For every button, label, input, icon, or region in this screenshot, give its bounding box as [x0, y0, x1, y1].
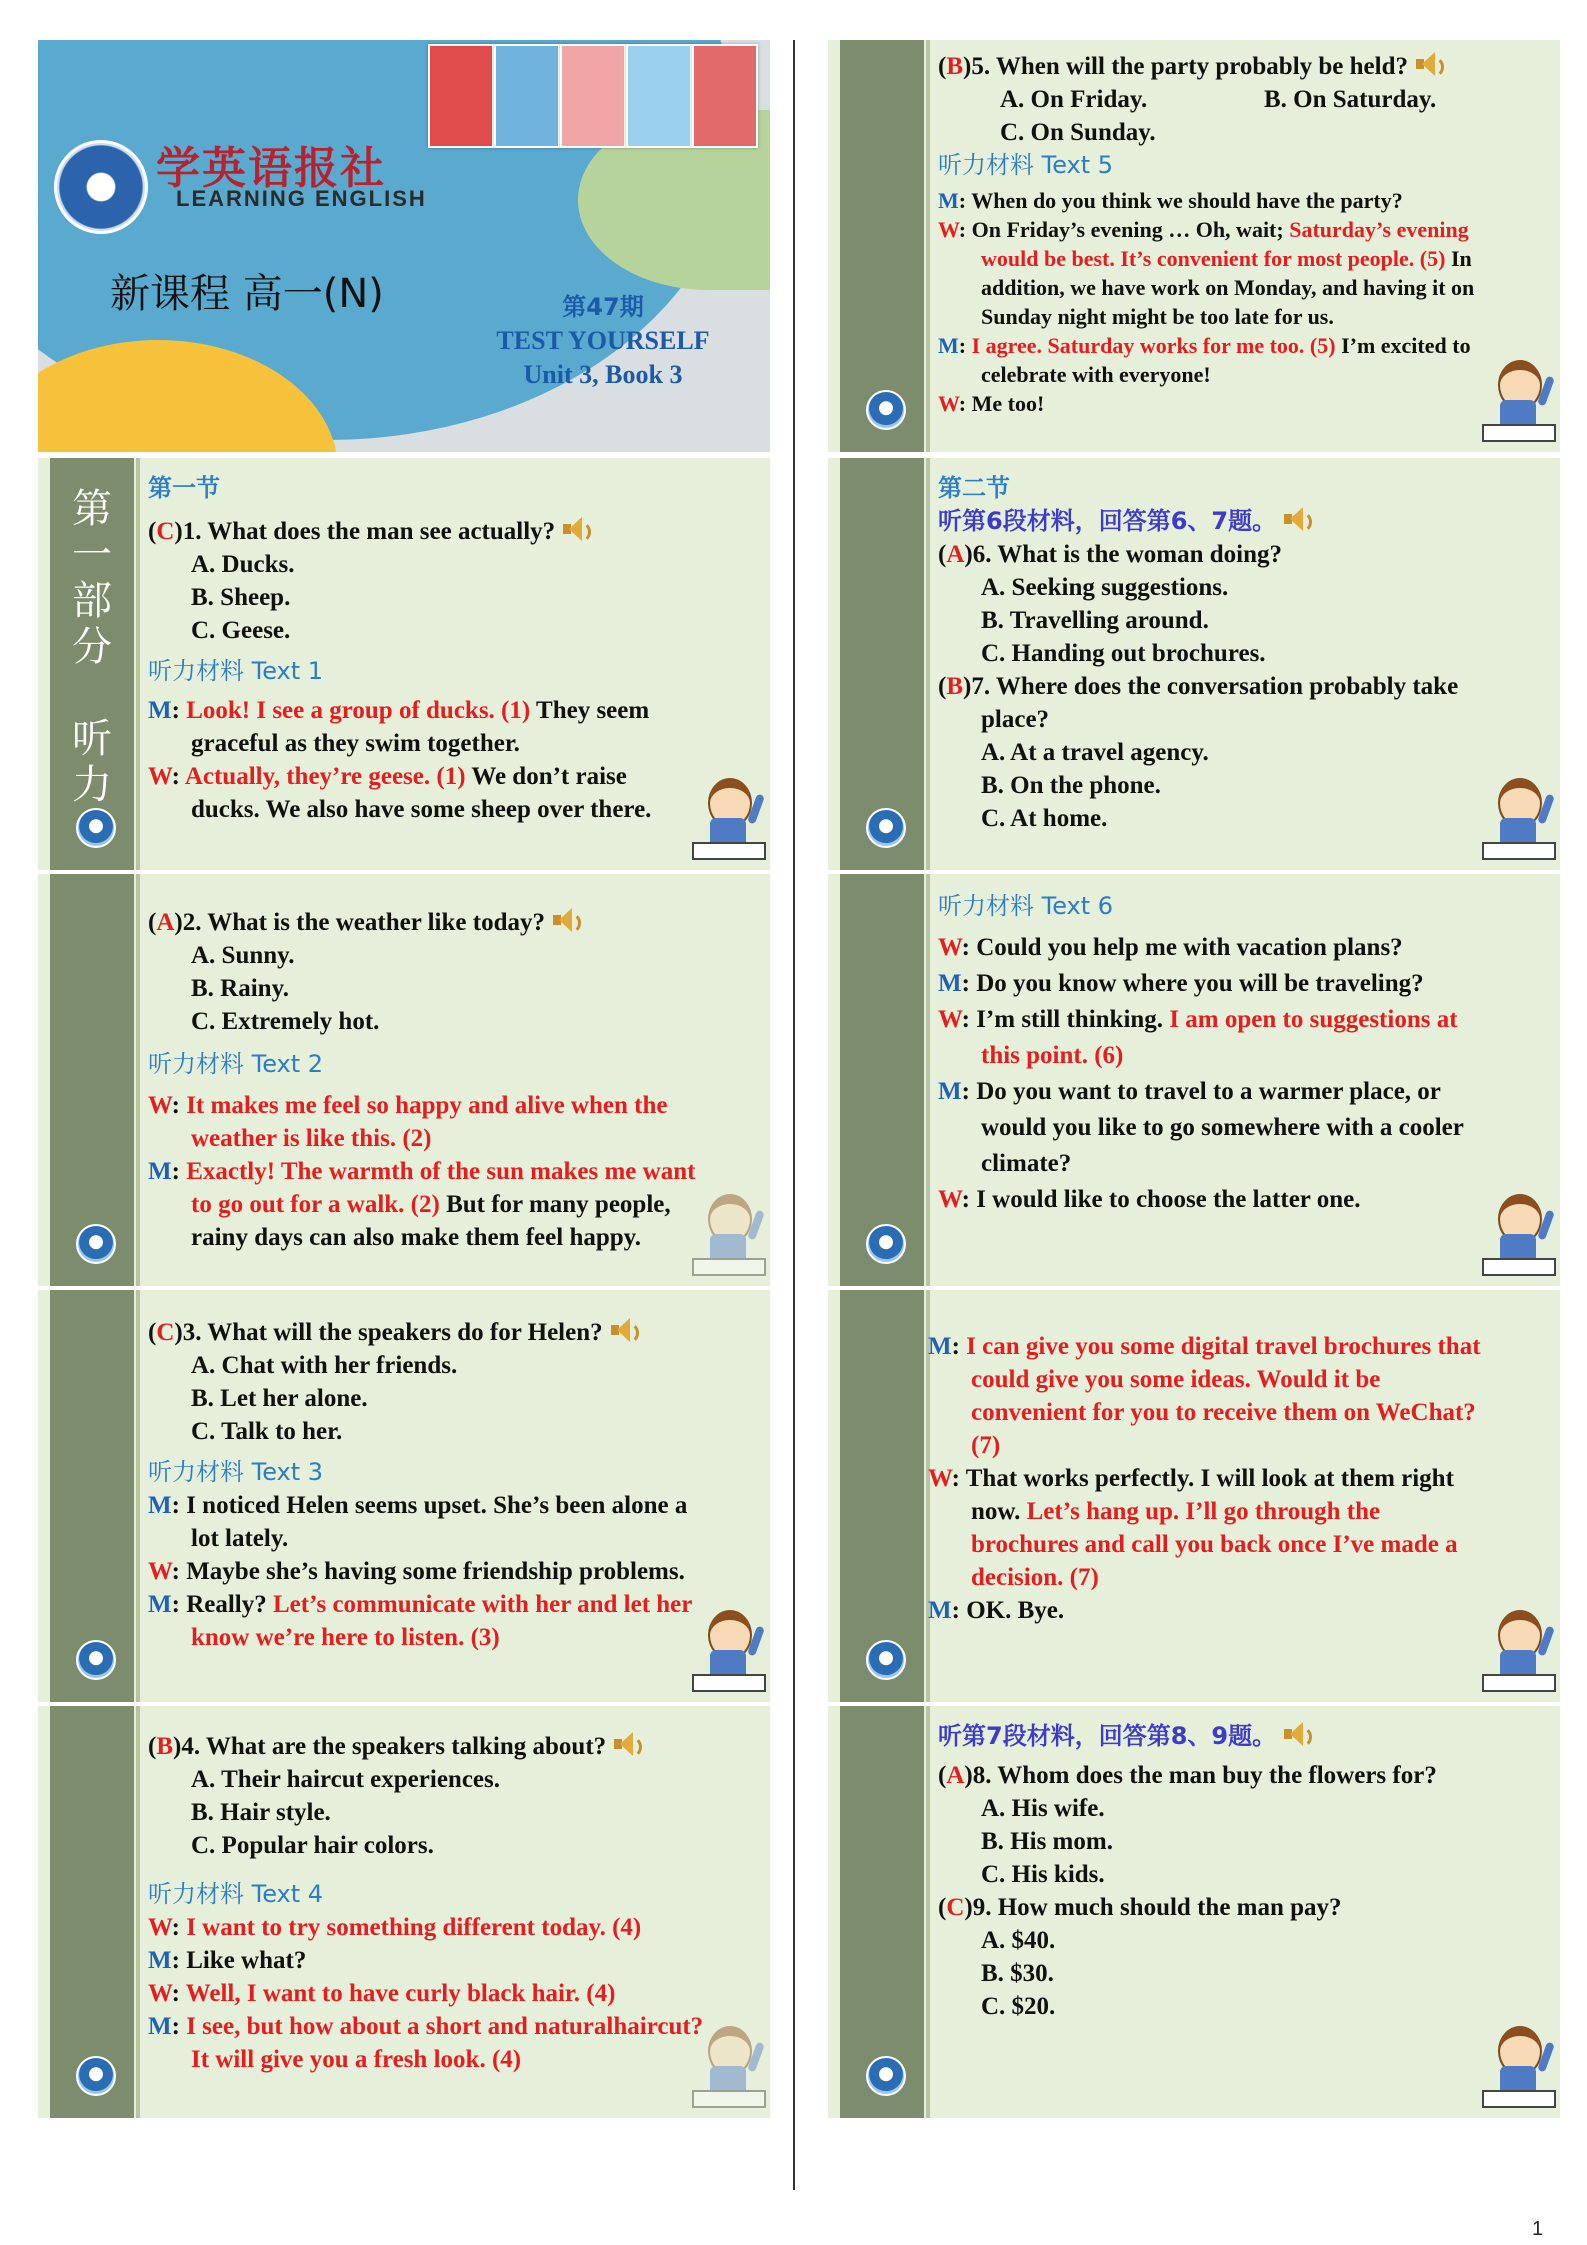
option: B. On the phone. — [981, 772, 1161, 799]
transcript-line: W: Well, I want to have curly black hair. (4) — [148, 1980, 616, 2007]
option: B. Travelling around. — [981, 607, 1209, 634]
option: C. At home. — [981, 805, 1108, 832]
student-illustration — [1482, 2022, 1552, 2108]
brand-name-en: LEARNING ENGLISH — [176, 186, 427, 211]
instruction: 听第7段材料，回答第8、9题。 — [938, 1720, 1550, 1753]
transcript-line: M: Exactly! The warmth of the sun makes me want — [148, 1158, 696, 1185]
option: A. His wife. — [981, 1795, 1105, 1822]
magazine-thumbnail — [560, 44, 626, 148]
student-illustration — [1482, 1606, 1552, 1692]
logo-icon — [76, 1640, 116, 1680]
option: C. Popular hair colors. — [191, 1832, 434, 1859]
slide-q6-q7: 第二节 听第6段材料，回答第6、7题。 (A)6. What is the woman doing? A. Seeking suggestions. B. Travelling around. C. Handing out brochures. (B)7. Where does the conversation probably take place? A. At a travel agency. B. On the phone. C. At home. — [828, 458, 1560, 870]
option-row: A. On Friday. B. On Saturday. — [1000, 86, 1437, 113]
speaker-icon[interactable] — [561, 515, 591, 543]
speaker-icon[interactable] — [551, 906, 581, 934]
transcript-line: M: I agree. Saturday works for me too. (5) I’m excited to — [938, 333, 1471, 358]
option: A. At a travel agency. — [981, 739, 1209, 766]
transcript-line: M: OK. Bye. — [928, 1597, 1065, 1624]
logo-icon — [866, 1224, 906, 1264]
option: B. $30. — [981, 1960, 1054, 1987]
slide-text6-part1: 听力材料 Text 6 W: Could you help me with vacation plans? M: Do you know where you will be traveling? W: I’m still thinking. I am open to suggestions at this point. (6) M: Do you want to travel to a warmer place, or would you like to go somewhere with a cooler climate? W: I would like to choose the latter one. — [828, 874, 1560, 1286]
transcript-line: M: When do you think we should have the party? — [938, 188, 1403, 213]
logo-icon — [76, 2056, 116, 2096]
transcript-title: 听力材料 Text 1 — [148, 657, 324, 685]
transcript-line: W: It makes me feel so happy and alive when the — [148, 1092, 668, 1119]
section-heading: 第一节 — [148, 474, 220, 502]
transcript-title: 听力材料 Text 3 — [148, 1458, 324, 1486]
option: A. Chat with her friends. — [191, 1352, 458, 1379]
magazine-thumbnail — [626, 44, 692, 148]
transcript-line: M: I see, but how about a short and naturalhaircut? — [148, 2013, 704, 2040]
question: (B)4. What are the speakers talking about? — [148, 1730, 760, 1763]
question: (B)7. Where does the conversation probably take — [938, 673, 1459, 700]
transcript-line: W: That works perfectly. I will look at them right — [928, 1465, 1454, 1492]
transcript-title: 听力材料 Text 6 — [938, 892, 1114, 920]
option: C. $20. — [981, 1993, 1056, 2020]
transcript-line: M: Do you want to travel to a warmer place, or — [938, 1078, 1441, 1105]
logo-icon — [866, 2056, 906, 2096]
transcript-line: W: Could you help me with vacation plans? — [938, 934, 1403, 961]
option: A. Ducks. — [191, 551, 295, 578]
transcript-line: W: On Friday’s evening … Oh, wait; Saturday’s evening — [938, 217, 1469, 242]
question: (A)6. What is the woman doing? — [938, 541, 1283, 568]
cover-slide — [38, 40, 770, 452]
issue-info: 第47期 TEST YOURSELF Unit 3, Book 3 — [496, 293, 710, 389]
newspaper-logo-icon — [54, 140, 148, 234]
option: A. Seeking suggestions. — [981, 574, 1229, 601]
transcript-title: 听力材料 Text 2 — [148, 1050, 324, 1078]
magazine-thumbnail — [692, 44, 758, 148]
speaker-icon[interactable] — [612, 1730, 642, 1758]
question: (B)5. When will the party probably be held? — [938, 50, 1550, 83]
transcript-title: 听力材料 Text 4 — [148, 1880, 324, 1908]
magazine-thumbnail — [428, 44, 494, 148]
option: B. Let her alone. — [191, 1385, 368, 1412]
option: C. Extremely hot. — [191, 1008, 380, 1035]
transcript-line: M: Do you know where you will be traveling? — [938, 970, 1424, 997]
option: C. Geese. — [191, 617, 291, 644]
transcript-line: M: I can give you some digital travel brochures that — [928, 1333, 1481, 1360]
slide-q4: (B)4. What are the speakers talking about? A. Their haircut experiences. B. Hair style. C. Popular hair colors. 听力材料 Text 4 W: I want to try something different today. (4) M: Like what? W: Well, I want to have curly black hair. (4) M: I see, but how about a short and naturalhaircut? It will give you a fresh look. (4) — [38, 1706, 770, 2118]
transcript-line: W: I would like to choose the latter one. — [938, 1186, 1361, 1213]
option: A. $40. — [981, 1927, 1056, 1954]
section-heading: 第二节 — [938, 474, 1010, 502]
option: A. Their haircut experiences. — [191, 1766, 500, 1793]
page-number: 1 — [1532, 2218, 1544, 2240]
transcript-line: W: Me too! — [938, 391, 1045, 416]
option: B. Rainy. — [191, 975, 289, 1002]
student-illustration — [692, 1606, 762, 1692]
brand-name: 学英语报社 — [156, 143, 386, 194]
option: A. Sunny. — [191, 942, 295, 969]
logo-icon — [866, 390, 906, 430]
transcript-line: M: Like what? — [148, 1947, 307, 1974]
option: C. Handing out brochures. — [981, 640, 1266, 667]
speaker-icon[interactable] — [609, 1316, 639, 1344]
transcript-line: W: Maybe she’s having some friendship problems. — [148, 1558, 685, 1585]
student-illustration — [692, 1190, 762, 1276]
logo-icon — [76, 808, 116, 848]
option: B. Sheep. — [191, 584, 291, 611]
question: (C)3. What will the speakers do for Helen? — [148, 1316, 760, 1349]
question: (A)2. What is the weather like today? — [148, 906, 760, 939]
student-illustration — [1482, 1190, 1552, 1276]
magazine-thumbnail — [494, 44, 560, 148]
transcript-title: 听力材料 Text 5 — [938, 151, 1114, 179]
slide-q8-q9 — [828, 1706, 1560, 2118]
transcript-line: W: I’m still thinking. I am open to suggestions at — [938, 1006, 1458, 1033]
student-illustration — [1482, 356, 1552, 442]
transcript-line: W: I want to try something different today. (4) — [148, 1914, 642, 1941]
speaker-icon[interactable] — [1282, 505, 1312, 533]
student-illustration — [692, 2022, 762, 2108]
transcript-line: M: Really? Let’s communicate with her and let her — [148, 1591, 693, 1618]
student-illustration — [692, 774, 762, 860]
option: C. On Sunday. — [1000, 119, 1156, 146]
option: B. His mom. — [981, 1828, 1113, 1855]
logo-icon — [866, 1640, 906, 1680]
speaker-icon[interactable] — [1414, 50, 1444, 78]
logo-icon — [866, 808, 906, 848]
section-label: 第 一 部 分 听 力 — [72, 486, 112, 808]
question: (A)8. Whom does the man buy the flowers for? — [938, 1762, 1437, 1789]
option: B. Hair style. — [191, 1799, 331, 1826]
transcript-line: W: Actually, they’re geese. (1) We don’t raise — [148, 763, 627, 790]
student-illustration — [1482, 774, 1552, 860]
slide-q2: (A)2. What is the weather like today? A. Sunny. B. Rainy. C. Extremely hot. 听力材料 Text 2 W: It makes me feel so happy and alive when the weather is like this. (2) M: Exactly! The warmth of the sun makes me want to go out for a walk. (2) But for many people, rainy days can also make them feel happy. — [38, 874, 770, 1286]
slide-text6-part2: M: I can give you some digital travel brochures that could give you some ideas. Would it be convenient for you to receive them on WeChat? (7) W: That works perfectly. I will look at them right now. Let’s hang up. I’ll go through the brochures and call you back once I’ve made a decision. (7) M: OK. Bye. — [828, 1290, 1560, 1702]
question: (C)1. What does the man see actually? — [148, 515, 760, 548]
speaker-icon[interactable] — [1282, 1720, 1312, 1748]
slide-q3: (C)3. What will the speakers do for Helen? A. Chat with her friends. B. Let her alone. C. Talk to her. 听力材料 Text 3 M: I noticed Helen seems upset. She’s been alone a lot lately. W: Maybe she’s having some friendship problems. M: Really? Let’s communicate with her and let her know we’re here to listen. (3) — [38, 1290, 770, 1702]
instruction: 听第6段材料，回答第6、7题。 — [938, 505, 1550, 538]
logo-icon — [76, 1224, 116, 1264]
option: C. Talk to her. — [191, 1418, 343, 1445]
transcript-line: M: Look! I see a group of ducks. (1) They seem — [148, 697, 650, 724]
page-divider — [793, 40, 795, 2190]
question: (C)9. How much should the man pay? — [938, 1894, 1342, 1921]
course-title: 新课程 高一(N) — [110, 271, 384, 317]
slide-q1: 第 一 部 分 听 力 第一节 (C)1. What does the man see actually? A. Ducks. B. Sheep. C. Geese. 听力材料 Text 1 M: Look! I see a group of ducks. (1) They seem graceful as they swim together. W: Actually, they’re geese. (1) We don’t raise ducks. We also have some sheep over there. — [38, 458, 770, 870]
option: C. His kids. — [981, 1861, 1105, 1888]
transcript-line: M: I noticed Helen seems upset. She’s been alone a — [148, 1492, 688, 1519]
slide-q5: (B)5. When will the party probably be held? A. On Friday. B. On Saturday. C. On Sunday. 听力材料 Text 5 M: When do you think we should have the party? W: On Friday’s evening … Oh, wait; Saturday’s evening would be best. It’s convenient for most people. (5) In addition, we have work on Monday, and having it on Sunday night might be too late for us. M: I agree. Saturday works for me too. (5) I’m excited to celebrate with everyone! W: Me too! — [828, 40, 1560, 452]
